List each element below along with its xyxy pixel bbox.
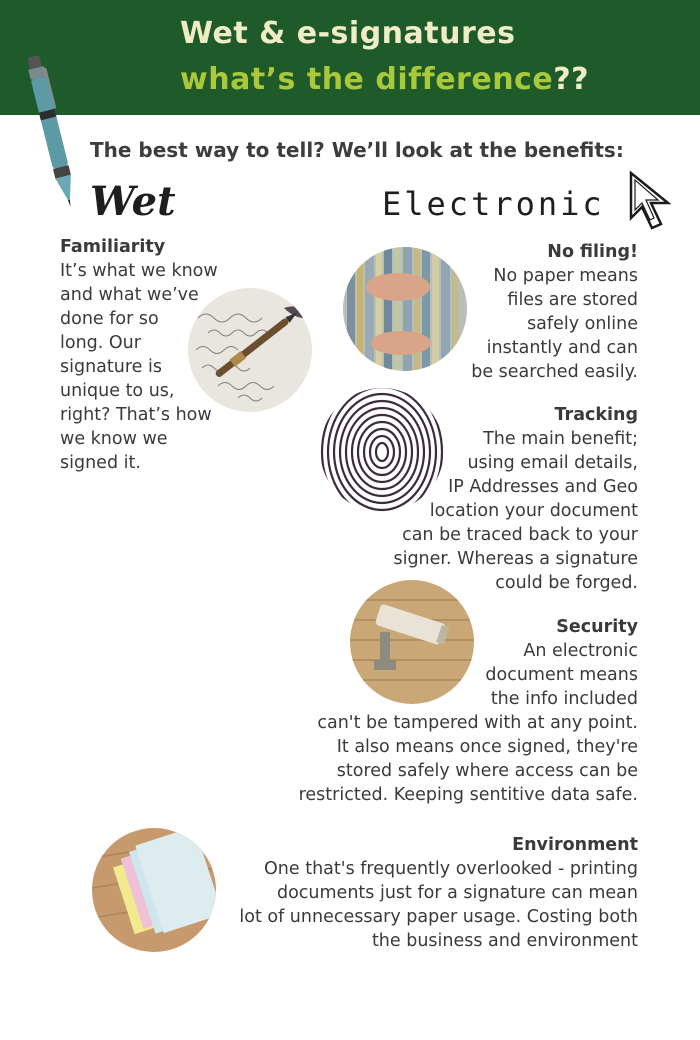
environment-heading: Environment [512, 835, 638, 855]
familiarity-heading: Familiarity [60, 237, 166, 257]
no-filing-line: safely online [527, 314, 638, 334]
title-question-marks: ?? [553, 62, 589, 97]
tracking-line: location your document [429, 501, 638, 521]
no-filing-line: instantly and can [486, 338, 638, 358]
tracking-line: The main benefit; [483, 429, 638, 449]
security-line: An electronic [523, 641, 638, 661]
security-line: document means [485, 665, 638, 685]
title-difference-text: what’s the difference [180, 62, 554, 97]
environment-section [220, 833, 638, 953]
familiarity-line: signed it. [60, 453, 141, 473]
familiarity-line: unique to us, [60, 381, 175, 401]
page-title: Wet & e-signatures [180, 16, 516, 51]
familiarity-line: done for so [60, 309, 159, 329]
familiarity-line: It’s what we know [60, 261, 218, 281]
environment-line: One that's frequently overlooked - printing [264, 859, 638, 879]
paper-stack-image [92, 828, 216, 952]
wet-column-label: Wet [90, 178, 176, 225]
tracking-line: IP Addresses and Geo [448, 477, 638, 497]
familiarity-line: and what we’ve [60, 285, 199, 305]
tracking-line: can be traced back to your [402, 525, 638, 545]
security-line: stored safely where access can be [336, 761, 638, 781]
tracking-line: signer. Whereas a signature [393, 549, 638, 569]
security-section [270, 615, 638, 807]
security-line: It also means once signed, they're [336, 737, 638, 757]
intro-text: The best way to tell? We’ll look at the benefits: [90, 138, 624, 162]
tracking-section [380, 403, 638, 595]
familiarity-line: we know we [60, 429, 168, 449]
no-filing-section [400, 240, 638, 384]
quill-signature-image [188, 288, 312, 412]
environment-line: lot of unnecessary paper usage. Costing both [239, 907, 638, 927]
pen-icon [22, 52, 82, 216]
familiarity-line: signature is [60, 357, 162, 377]
tracking-heading: Tracking [554, 405, 638, 425]
environment-line: the business and environment [371, 931, 638, 951]
security-line: the info included [490, 689, 638, 709]
environment-line: documents just for a signature can mean [276, 883, 638, 903]
tracking-line: could be forged. [495, 573, 638, 593]
header-banner [0, 0, 700, 115]
no-filing-line: No paper means [493, 266, 638, 286]
no-filing-line: files are stored [507, 290, 638, 310]
security-line: can't be tampered with at any point. [317, 713, 638, 733]
page-subtitle-heading [180, 62, 589, 97]
no-filing-line: be searched easily. [471, 362, 638, 382]
electronic-column-label: Electronic [382, 185, 605, 223]
security-line: restricted. Keeping sentitive data safe. [298, 785, 638, 805]
familiarity-line: long. Our [60, 333, 141, 353]
cursor-arrow-icon [628, 170, 680, 236]
tracking-line: using email details, [467, 453, 638, 473]
familiarity-line: right? That’s how [60, 405, 212, 425]
security-heading: Security [556, 617, 638, 637]
no-filing-heading: No filing! [547, 242, 638, 262]
